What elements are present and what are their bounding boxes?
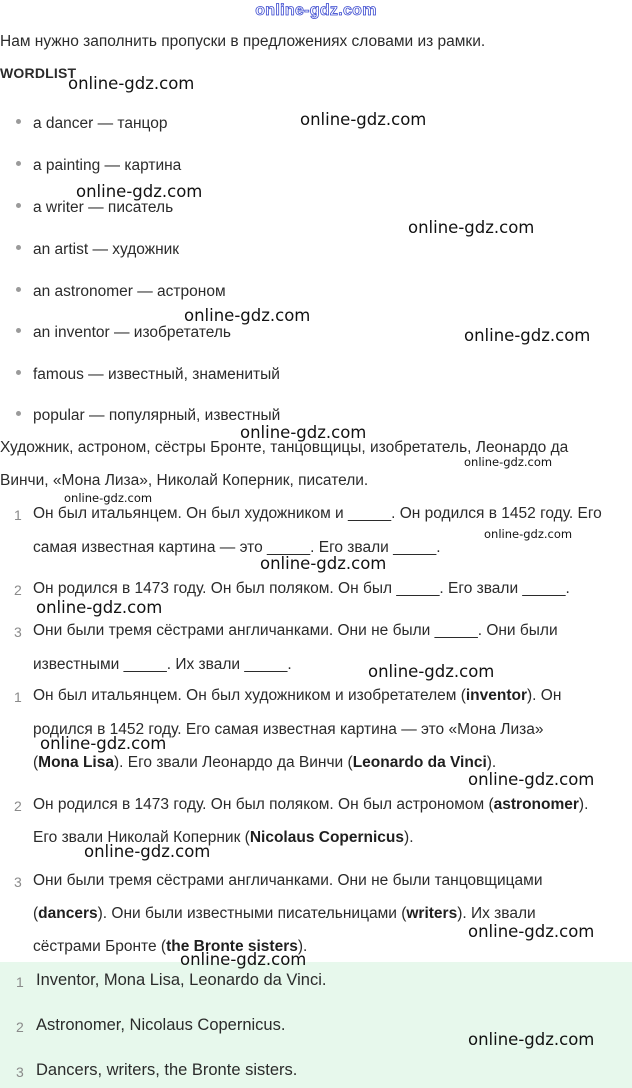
wordlist-title: WORDLIST bbox=[0, 65, 77, 81]
item-number: 3 bbox=[16, 1064, 24, 1080]
watermark: online-gdz.com bbox=[76, 182, 203, 201]
item-number: 1 bbox=[16, 974, 24, 990]
item-number: 1 bbox=[14, 689, 22, 705]
watermark: online-gdz.com bbox=[64, 491, 153, 505]
bullet-icon bbox=[16, 370, 21, 375]
box-words-line: Винчи, «Мона Лиза», Николай Коперник, писатели. bbox=[0, 472, 369, 489]
bullet-icon bbox=[16, 203, 21, 208]
solution-line: родился в 1452 году. Его самая известная картина — это «Мона Лиза» bbox=[33, 721, 544, 738]
item-number: 2 bbox=[16, 1019, 24, 1035]
bullet-icon bbox=[16, 328, 21, 333]
item-number: 2 bbox=[14, 798, 22, 814]
exercise-line: Они были тремя сёстрами англичанками. Они не были _____. Они были bbox=[33, 622, 558, 639]
watermark: online-gdz.com bbox=[368, 662, 495, 681]
answer-line: Astronomer, Nicolaus Copernicus. bbox=[36, 1016, 286, 1034]
watermark: online-gdz.com bbox=[240, 423, 367, 442]
watermark: online-gdz.com bbox=[408, 218, 535, 237]
watermark: online-gdz.com bbox=[468, 922, 595, 941]
solution-line: Его звали Николай Коперник (Nicolaus Copernicus). bbox=[33, 829, 414, 846]
watermark: online-gdz.com bbox=[300, 110, 427, 129]
watermark: online-gdz.com bbox=[180, 950, 307, 969]
wordlist-item: popular — популярный, известный bbox=[16, 407, 280, 425]
box-words-line: Художник, астроном, сёстры Бронте, танцовщицы, изобретатель, Леонардо да bbox=[0, 439, 569, 456]
item-number: 1 bbox=[14, 507, 22, 523]
solution-line: Он родился в 1473 году. Он был поляком. Он был астрономом (astronomer). bbox=[33, 796, 589, 813]
intro-text: Нам нужно заполнить пропуски в предложениях словами из рамки. bbox=[0, 33, 486, 50]
wordlist-item: a writer — писатель bbox=[16, 199, 173, 217]
top-watermark: online-gdz.com bbox=[255, 2, 377, 19]
solution-line: Они были тремя сёстрами англичанками. Они не были танцовщицами bbox=[33, 872, 543, 889]
bullet-icon bbox=[16, 287, 21, 292]
solution-line: сёстрами Бронте (the Bronte sisters). bbox=[33, 938, 308, 955]
watermark: online-gdz.com bbox=[260, 554, 387, 573]
bullet-icon bbox=[16, 161, 21, 166]
bullet-icon bbox=[16, 245, 21, 250]
watermark: online-gdz.com bbox=[484, 527, 573, 541]
watermark: online-gdz.com bbox=[468, 1030, 595, 1049]
watermark: online-gdz.com bbox=[464, 455, 553, 469]
bullet-icon bbox=[16, 411, 21, 416]
wordlist-item: an astronomer — астроном bbox=[16, 283, 226, 301]
watermark: online-gdz.com bbox=[40, 734, 167, 753]
solution-line: (Mona Lisa). Его звали Леонардо да Винчи (Leonardo da Vinci). bbox=[33, 754, 497, 771]
answer-line: Dancers, writers, the Bronte sisters. bbox=[36, 1061, 298, 1079]
item-number: 3 bbox=[14, 874, 22, 890]
watermark: online-gdz.com bbox=[464, 326, 591, 345]
exercise-line: Он родился в 1473 году. Он был поляком. Он был _____. Его звали _____. bbox=[33, 580, 570, 597]
exercise-line: самая известная картина — это _____. Его звали _____. bbox=[33, 539, 441, 556]
bullet-icon bbox=[16, 119, 21, 124]
exercise-line: Он был итальянцем. Он был художником и _____. Он родился в 1452 году. Его bbox=[33, 505, 602, 522]
watermark: online-gdz.com bbox=[68, 74, 195, 93]
wordlist-item: a dancer — танцор bbox=[16, 115, 167, 133]
answer-line: Inventor, Mona Lisa, Leonardo da Vinci. bbox=[36, 971, 327, 989]
item-number: 2 bbox=[14, 582, 22, 598]
solution-line: (dancers). Они были известными писательницами (writers). Их звали bbox=[33, 905, 536, 922]
watermark: online-gdz.com bbox=[36, 598, 163, 617]
wordlist-item: famous — известный, знаменитый bbox=[16, 366, 280, 384]
wordlist-item: an artist — художник bbox=[16, 241, 179, 259]
watermark: online-gdz.com bbox=[468, 770, 595, 789]
solution-line: Он был итальянцем. Он был художником и изобретателем (inventor). Он bbox=[33, 687, 562, 704]
wordlist-item: an inventor — изобретатель bbox=[16, 324, 231, 342]
watermark: online-gdz.com bbox=[184, 306, 311, 325]
item-number: 3 bbox=[14, 624, 22, 640]
watermark: online-gdz.com bbox=[84, 842, 211, 861]
exercise-line: известными _____. Их звали _____. bbox=[33, 656, 292, 673]
wordlist-item: a painting — картина bbox=[16, 157, 181, 175]
answers-box bbox=[0, 962, 632, 1088]
